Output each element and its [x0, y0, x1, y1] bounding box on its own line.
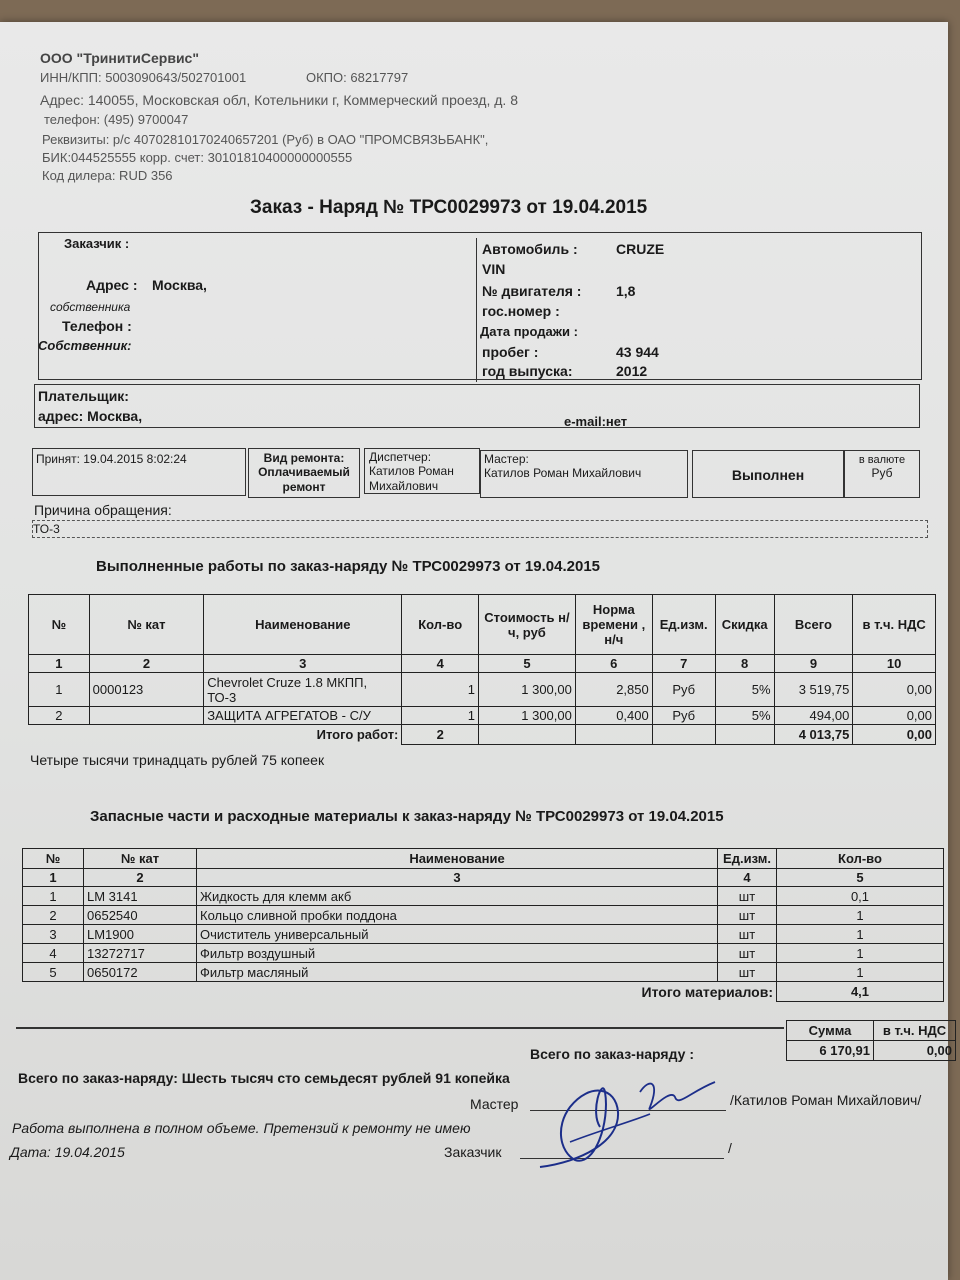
payer-box	[34, 384, 920, 428]
parts-cell: Жидкость для клемм акб	[197, 887, 718, 906]
parts-col-qty: Кол-во	[777, 849, 944, 869]
parts-num: 5	[777, 869, 944, 887]
parts-cell: Фильтр масляный	[197, 963, 718, 982]
dealer-code: Код дилера: RUD 356	[42, 168, 173, 183]
parts-row	[23, 963, 944, 982]
status-box	[692, 450, 844, 498]
works-num: 4	[402, 655, 479, 673]
works-table	[28, 594, 936, 745]
parts-total-value: 4,1	[777, 982, 944, 1002]
company-bank: Реквизиты: р/с 40702810170240657201 (Руб) в ОАО "ПРОМСВЯЗЬБАНК",	[42, 132, 489, 147]
handwritten-signature	[500, 1052, 740, 1182]
parts-row	[23, 887, 944, 906]
address-value: Москва,	[152, 277, 207, 293]
works-cell: Chevrolet Cruze 1.8 МКПП, ТО-3	[204, 673, 402, 707]
works-total-row	[29, 725, 936, 745]
works-row	[29, 673, 936, 707]
parts-row	[23, 925, 944, 944]
works-total-empty	[575, 725, 652, 745]
works-cell: 0,400	[575, 707, 652, 725]
reason-label: Причина обращения:	[34, 502, 172, 518]
works-total-empty	[652, 725, 715, 745]
works-num: 5	[479, 655, 576, 673]
company-address: Адрес: 140055, Московская обл, Котельники г, Коммерческий проезд, д. 8	[40, 92, 518, 108]
works-col-name: Наименование	[204, 595, 402, 655]
summary-header-row	[787, 1021, 956, 1041]
parts-cell: Кольцо сливной пробки поддона	[197, 906, 718, 925]
parts-cell: 1	[777, 944, 944, 963]
parts-total-label: Итого материалов:	[23, 982, 777, 1002]
works-cell: 2	[29, 707, 90, 725]
works-cell: 0000123	[89, 673, 204, 707]
works-cell: 0,00	[853, 707, 936, 725]
owner-note: собственника	[50, 300, 131, 314]
parts-cell: 1	[777, 906, 944, 925]
mileage-value: 43 944	[616, 344, 659, 360]
works-header-row	[29, 595, 936, 655]
parts-cell: шт	[718, 925, 777, 944]
status-value: Выполнен	[731, 467, 805, 483]
currency-value: Руб	[871, 466, 893, 480]
engine-value: 1,8	[616, 283, 636, 299]
works-num: 9	[774, 655, 853, 673]
master-sign-name: /Катилов Роман Михайлович/	[730, 1092, 922, 1108]
works-cell: Руб	[652, 707, 715, 725]
accepted-date: Принят: 19.04.2015 8:02:24	[36, 452, 187, 466]
works-cell: ЗАЩИТА АГРЕГАТОВ - С/У	[204, 707, 402, 725]
parts-col-cat: № кат	[84, 849, 197, 869]
mileage-label: пробег :	[482, 344, 539, 360]
address-label: Адрес :	[86, 277, 138, 293]
works-total-vat: 0,00	[853, 725, 936, 745]
parts-cell: 0,1	[777, 887, 944, 906]
works-num: 2	[89, 655, 204, 673]
works-col-vat: в т.ч. НДС	[853, 595, 936, 655]
master-box	[480, 450, 688, 498]
parts-row	[23, 944, 944, 963]
works-col-norm: Норма времени , н/ч	[575, 595, 652, 655]
accepted-box	[32, 448, 246, 496]
parts-num: 3	[197, 869, 718, 887]
parts-col-name: Наименование	[197, 849, 718, 869]
vin-label: VIN	[482, 261, 506, 277]
parts-table	[22, 848, 944, 1002]
summary-value-row	[787, 1041, 956, 1061]
grand-total-words: Всего по заказ-наряду: Шесть тысяч сто семьдесят рублей 91 копейка	[18, 1070, 510, 1086]
works-cell: 2,850	[575, 673, 652, 707]
page-title: Заказ - Наряд № ТРС0029973 от 19.04.2015	[250, 197, 648, 218]
currency-label: в валюте	[858, 454, 906, 466]
master-sign-label: Мастер	[470, 1096, 519, 1112]
works-col-qty: Кол-во	[402, 595, 479, 655]
grand-total-label: Всего по заказ-наряду :	[530, 1046, 694, 1062]
parts-cell: 5	[23, 963, 84, 982]
works-num: 6	[575, 655, 652, 673]
owner-label: Собственник:	[38, 338, 132, 353]
parts-cell: 3	[23, 925, 84, 944]
parts-cell: Фильтр воздушный	[197, 944, 718, 963]
parts-row	[23, 906, 944, 925]
parts-cell: шт	[718, 906, 777, 925]
works-col-cat: № кат	[89, 595, 204, 655]
works-cell	[89, 707, 204, 725]
reason-box	[32, 520, 928, 538]
payer-email: e-mail:нет	[564, 414, 628, 429]
payer-label: Плательщик:	[38, 388, 129, 404]
works-num: 8	[715, 655, 774, 673]
works-num: 1	[29, 655, 90, 673]
client-sign-label: Заказчик	[444, 1144, 502, 1160]
repair-type-label: Вид ремонта:	[263, 451, 345, 465]
works-cell: 3 519,75	[774, 673, 853, 707]
parts-cell: 4	[23, 944, 84, 963]
year-value: 2012	[616, 363, 648, 379]
company-inn: ИНН/КПП: 5003090643/502701001	[40, 70, 247, 85]
works-col-rate: Стоимость н/ч, руб	[479, 595, 576, 655]
works-col-unit: Ед.изм.	[652, 595, 715, 655]
works-cell: Руб	[652, 673, 715, 707]
parts-heading: Запасные части и расходные материалы к заказ-наряду № ТРС0029973 от 19.04.2015	[90, 808, 724, 825]
car-label: Автомобиль :	[482, 241, 578, 257]
summary-vat-label: в т.ч. НДС	[874, 1021, 956, 1041]
works-cell: 1 300,00	[479, 707, 576, 725]
parts-num: 1	[23, 869, 84, 887]
phone-label: Телефон :	[62, 318, 132, 334]
works-heading: Выполненные работы по заказ-наряду № ТРС0029973 от 19.04.2015	[96, 558, 601, 575]
parts-num: 4	[718, 869, 777, 887]
works-cell: 1	[29, 673, 90, 707]
master-value: Катилов Роман Михайлович	[484, 466, 642, 480]
repair-type-value: Оплачиваемый ремонт	[258, 465, 350, 494]
works-total-empty	[715, 725, 774, 745]
currency-box	[844, 450, 920, 498]
company-phone: телефон: (495) 9700047	[44, 112, 189, 127]
works-col-total: Всего	[774, 595, 853, 655]
customer-label: Заказчик :	[64, 236, 130, 251]
dispatcher-label: Диспетчер:	[369, 450, 432, 464]
car-value: CRUZE	[616, 241, 665, 257]
parts-cell: шт	[718, 944, 777, 963]
parts-num: 2	[84, 869, 197, 887]
company-okpo: ОКПО: 68217797	[306, 70, 409, 85]
grand-total-vat: 0,00	[874, 1041, 956, 1061]
works-num: 3	[204, 655, 402, 673]
repair-type-box	[248, 448, 360, 498]
parts-cell: шт	[718, 887, 777, 906]
plate-label: гос.номер :	[482, 303, 560, 319]
parts-col-unit: Ед.изм.	[718, 849, 777, 869]
works-col-num: №	[29, 595, 90, 655]
company-name: ООО "ТринитиСервис"	[40, 50, 199, 66]
works-total-label: Итого работ:	[29, 725, 402, 745]
parts-cell: 0650172	[84, 963, 197, 982]
engine-label: № двигателя :	[482, 283, 582, 299]
parts-col-num: №	[23, 849, 84, 869]
parts-total-row	[23, 982, 944, 1002]
document-page	[0, 22, 952, 1280]
works-total-empty	[479, 725, 576, 745]
master-label: Мастер:	[484, 452, 529, 466]
sale-date-label: Дата продажи :	[480, 324, 578, 339]
parts-cell: шт	[718, 963, 777, 982]
summary-table	[786, 1020, 956, 1061]
parts-cell: 13272717	[84, 944, 197, 963]
works-cell: 1 300,00	[479, 673, 576, 707]
parts-cell: 1	[23, 887, 84, 906]
parts-numbers-row	[23, 869, 944, 887]
parts-cell: 1	[777, 963, 944, 982]
parts-cell: LM 3141	[84, 887, 197, 906]
works-total-qty: 2	[402, 725, 479, 745]
works-cell: 5%	[715, 707, 774, 725]
grand-total-sum: 6 170,91	[787, 1041, 874, 1061]
company-bik: БИК:044525555 корр. счет: 30101810400000000555	[42, 150, 353, 165]
works-cell: 5%	[715, 673, 774, 707]
signature-date: Дата: 19.04.2015	[10, 1144, 125, 1160]
work-done-text: Работа выполнена в полном объеме. Претензий к ремонту не имею	[12, 1120, 471, 1136]
parts-cell: 1	[777, 925, 944, 944]
works-total-sum: 4 013,75	[774, 725, 853, 745]
works-col-discount: Скидка	[715, 595, 774, 655]
parts-header-row	[23, 849, 944, 869]
works-cell: 1	[402, 673, 479, 707]
works-num: 10	[853, 655, 936, 673]
year-label: год выпуска:	[482, 363, 573, 379]
parts-cell: 0652540	[84, 906, 197, 925]
payer-address: адрес: Москва,	[38, 408, 143, 424]
works-num: 7	[652, 655, 715, 673]
dispatcher-value: Катилов Роман Михайлович	[369, 464, 454, 493]
separator-line	[16, 1027, 784, 1029]
parts-cell: LM1900	[84, 925, 197, 944]
client-sign-end: /	[728, 1140, 732, 1156]
works-numbers-row	[29, 655, 936, 673]
works-cell: 1	[402, 707, 479, 725]
reason-value: ТО-3	[33, 522, 60, 536]
summary-sum-label: Сумма	[787, 1021, 874, 1041]
works-total-words: Четыре тысячи тринадцать рублей 75 копеек	[30, 752, 325, 768]
parts-cell: 2	[23, 906, 84, 925]
parts-cell: Очиститель универсальный	[197, 925, 718, 944]
works-row	[29, 707, 936, 725]
dispatcher-box	[364, 448, 480, 494]
works-cell: 494,00	[774, 707, 853, 725]
works-cell: 0,00	[853, 673, 936, 707]
